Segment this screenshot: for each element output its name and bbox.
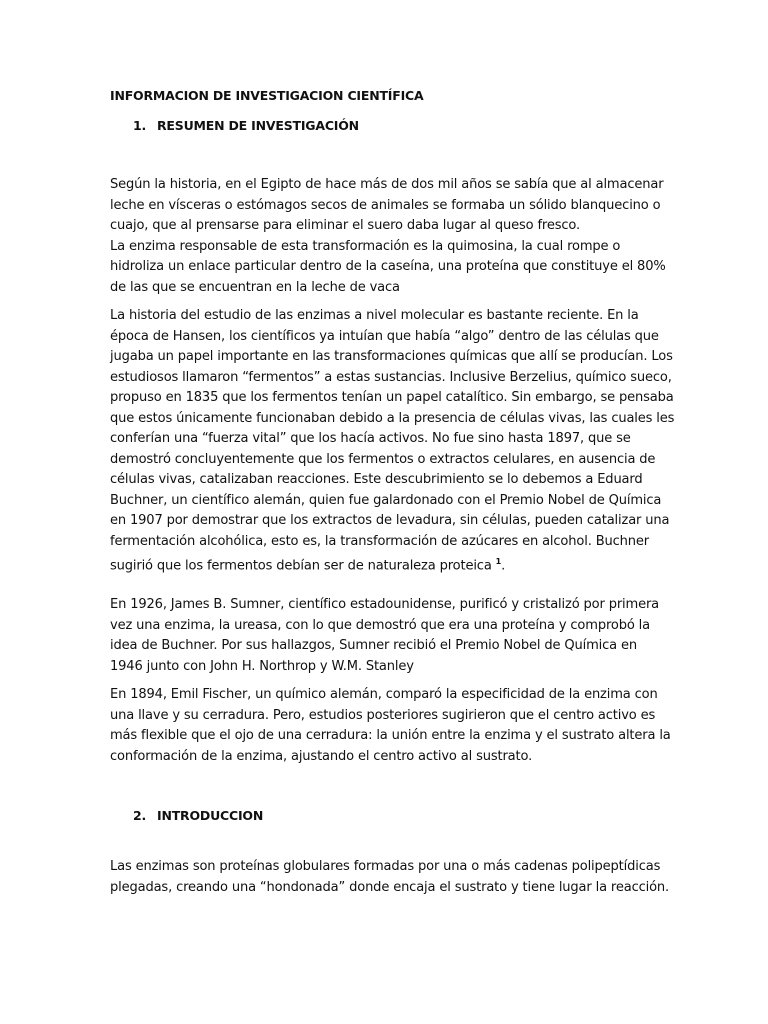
paragraph-historia-enzimas: [110, 306, 675, 577]
text-line: que estos únicamente funcionaban debido a la presencia de células vivas, las cuales les: [110, 410, 675, 426]
document-title: INFORMACION DE INVESTIGACION CIENTÍFICA: [110, 88, 424, 103]
text-line: leche en vísceras o estómagos secos de animales se formaba un sólido blanquecino o: [110, 197, 661, 213]
text-line: época de Hansen, los científicos ya intuían que había “algo” dentro de las células que: [110, 328, 659, 344]
section-title: RESUMEN DE INVESTIGACIÓN: [157, 118, 359, 133]
section-number: 2.: [133, 808, 147, 823]
text-line: Según la historia, en el Egipto de hace más de dos mil años se sabía que al almacenar: [110, 177, 664, 192]
text-line: 1946 junto con John H. Northrop y W.M. Stanley: [110, 658, 414, 674]
text-line: más flexible que el ojo de una cerradura: la unión entre la enzima y el sustrato altera la: [110, 728, 671, 743]
section-title: INTRODUCCION: [157, 808, 264, 823]
text-line: idea de Buchner. Por sus hallazgos, Sumner recibió el Premio Nobel de Química en: [110, 638, 637, 653]
text-line: sugirió que los fermentos debían ser de naturaleza proteica: [110, 558, 492, 574]
text-line: una llave y su cerradura. Pero, estudios posteriores sugirieron que el centro activo es: [110, 707, 656, 723]
text-line-with-footnote: [110, 552, 670, 577]
text-line: En 1894, Emil Fischer, un químico alemán, comparó la especificidad de la enzima con: [110, 687, 658, 702]
text-line: en 1907 por demostrar que los extractos de levadura, sin células, pueden catalizar una: [110, 513, 670, 528]
paragraph-fischer: [110, 685, 670, 767]
text-line: de las que se encuentran en la leche de vaca: [110, 279, 400, 295]
text-line: Buchner, un científico alemán, quien fue galardonado con el Premio Nobel de Química: [110, 492, 662, 508]
paragraph-sumner: [110, 595, 670, 677]
text-line: vez una enzima, la ureasa, con lo que demostró que era una proteína y comprobó la: [110, 617, 650, 633]
text-line: conformación de la enzima, ajustando el centro activo al sustrato.: [110, 748, 533, 764]
text-line: En 1926, James B. Sumner, científico estadounidense, purificó y cristalizó por primera: [110, 597, 660, 612]
text-line: demostró concluyentemente que los fermentos o extractos celulares, en ausencia de: [110, 451, 656, 467]
text-line: La historia del estudio de las enzimas a nivel molecular es bastante reciente. En la: [110, 308, 639, 323]
text-line: fermentación alcohólica, esto es, la transformación de azúcares en alcohol. Buchner: [110, 533, 649, 549]
paragraph-introduccion: [110, 857, 670, 898]
paragraph-historia-egipto: [110, 175, 670, 298]
text-line: jugaba un papel importante en las transformaciones químicas que allí se producían. Los: [110, 349, 673, 364]
text-line: Las enzimas son proteínas globulares formadas por una o más cadenas polipeptídicas: [110, 859, 661, 874]
text-line: hidroliza un enlace particular dentro de la caseína, una proteína que constituye el 80%: [110, 259, 666, 274]
text-line: estudiosos llamaron “fermentos” a estas sustancias. Inclusive Berzelius, químico sueco,: [110, 369, 672, 385]
footnote-mark: 1: [495, 557, 502, 566]
sentence-end: .: [501, 558, 506, 574]
section-heading-resumen: [133, 118, 359, 133]
text-line: células vivas, catalizaban reacciones. Este descubrimiento se lo debemos a Eduard: [110, 472, 643, 487]
section-number: 1.: [133, 118, 147, 133]
text-line: La enzima responsable de esta transformación es la quimosina, la cual rompe o: [110, 238, 621, 254]
text-line: propuso en 1835 que los fermentos tenían un papel catalítico. Sin embargo, se pensaba: [110, 390, 674, 405]
text-line: cuajo, que al prensarse para eliminar el suero daba lugar al queso fresco.: [110, 218, 581, 233]
text-line: conferían una “fuerza vital” que los hacía activos. No fue sino hasta 1897, que se: [110, 431, 631, 446]
section-heading-introduccion: [133, 808, 263, 823]
text-line: plegadas, creando una “hondonada” donde encaja el sustrato y tiene lugar la reacción.: [110, 879, 670, 895]
